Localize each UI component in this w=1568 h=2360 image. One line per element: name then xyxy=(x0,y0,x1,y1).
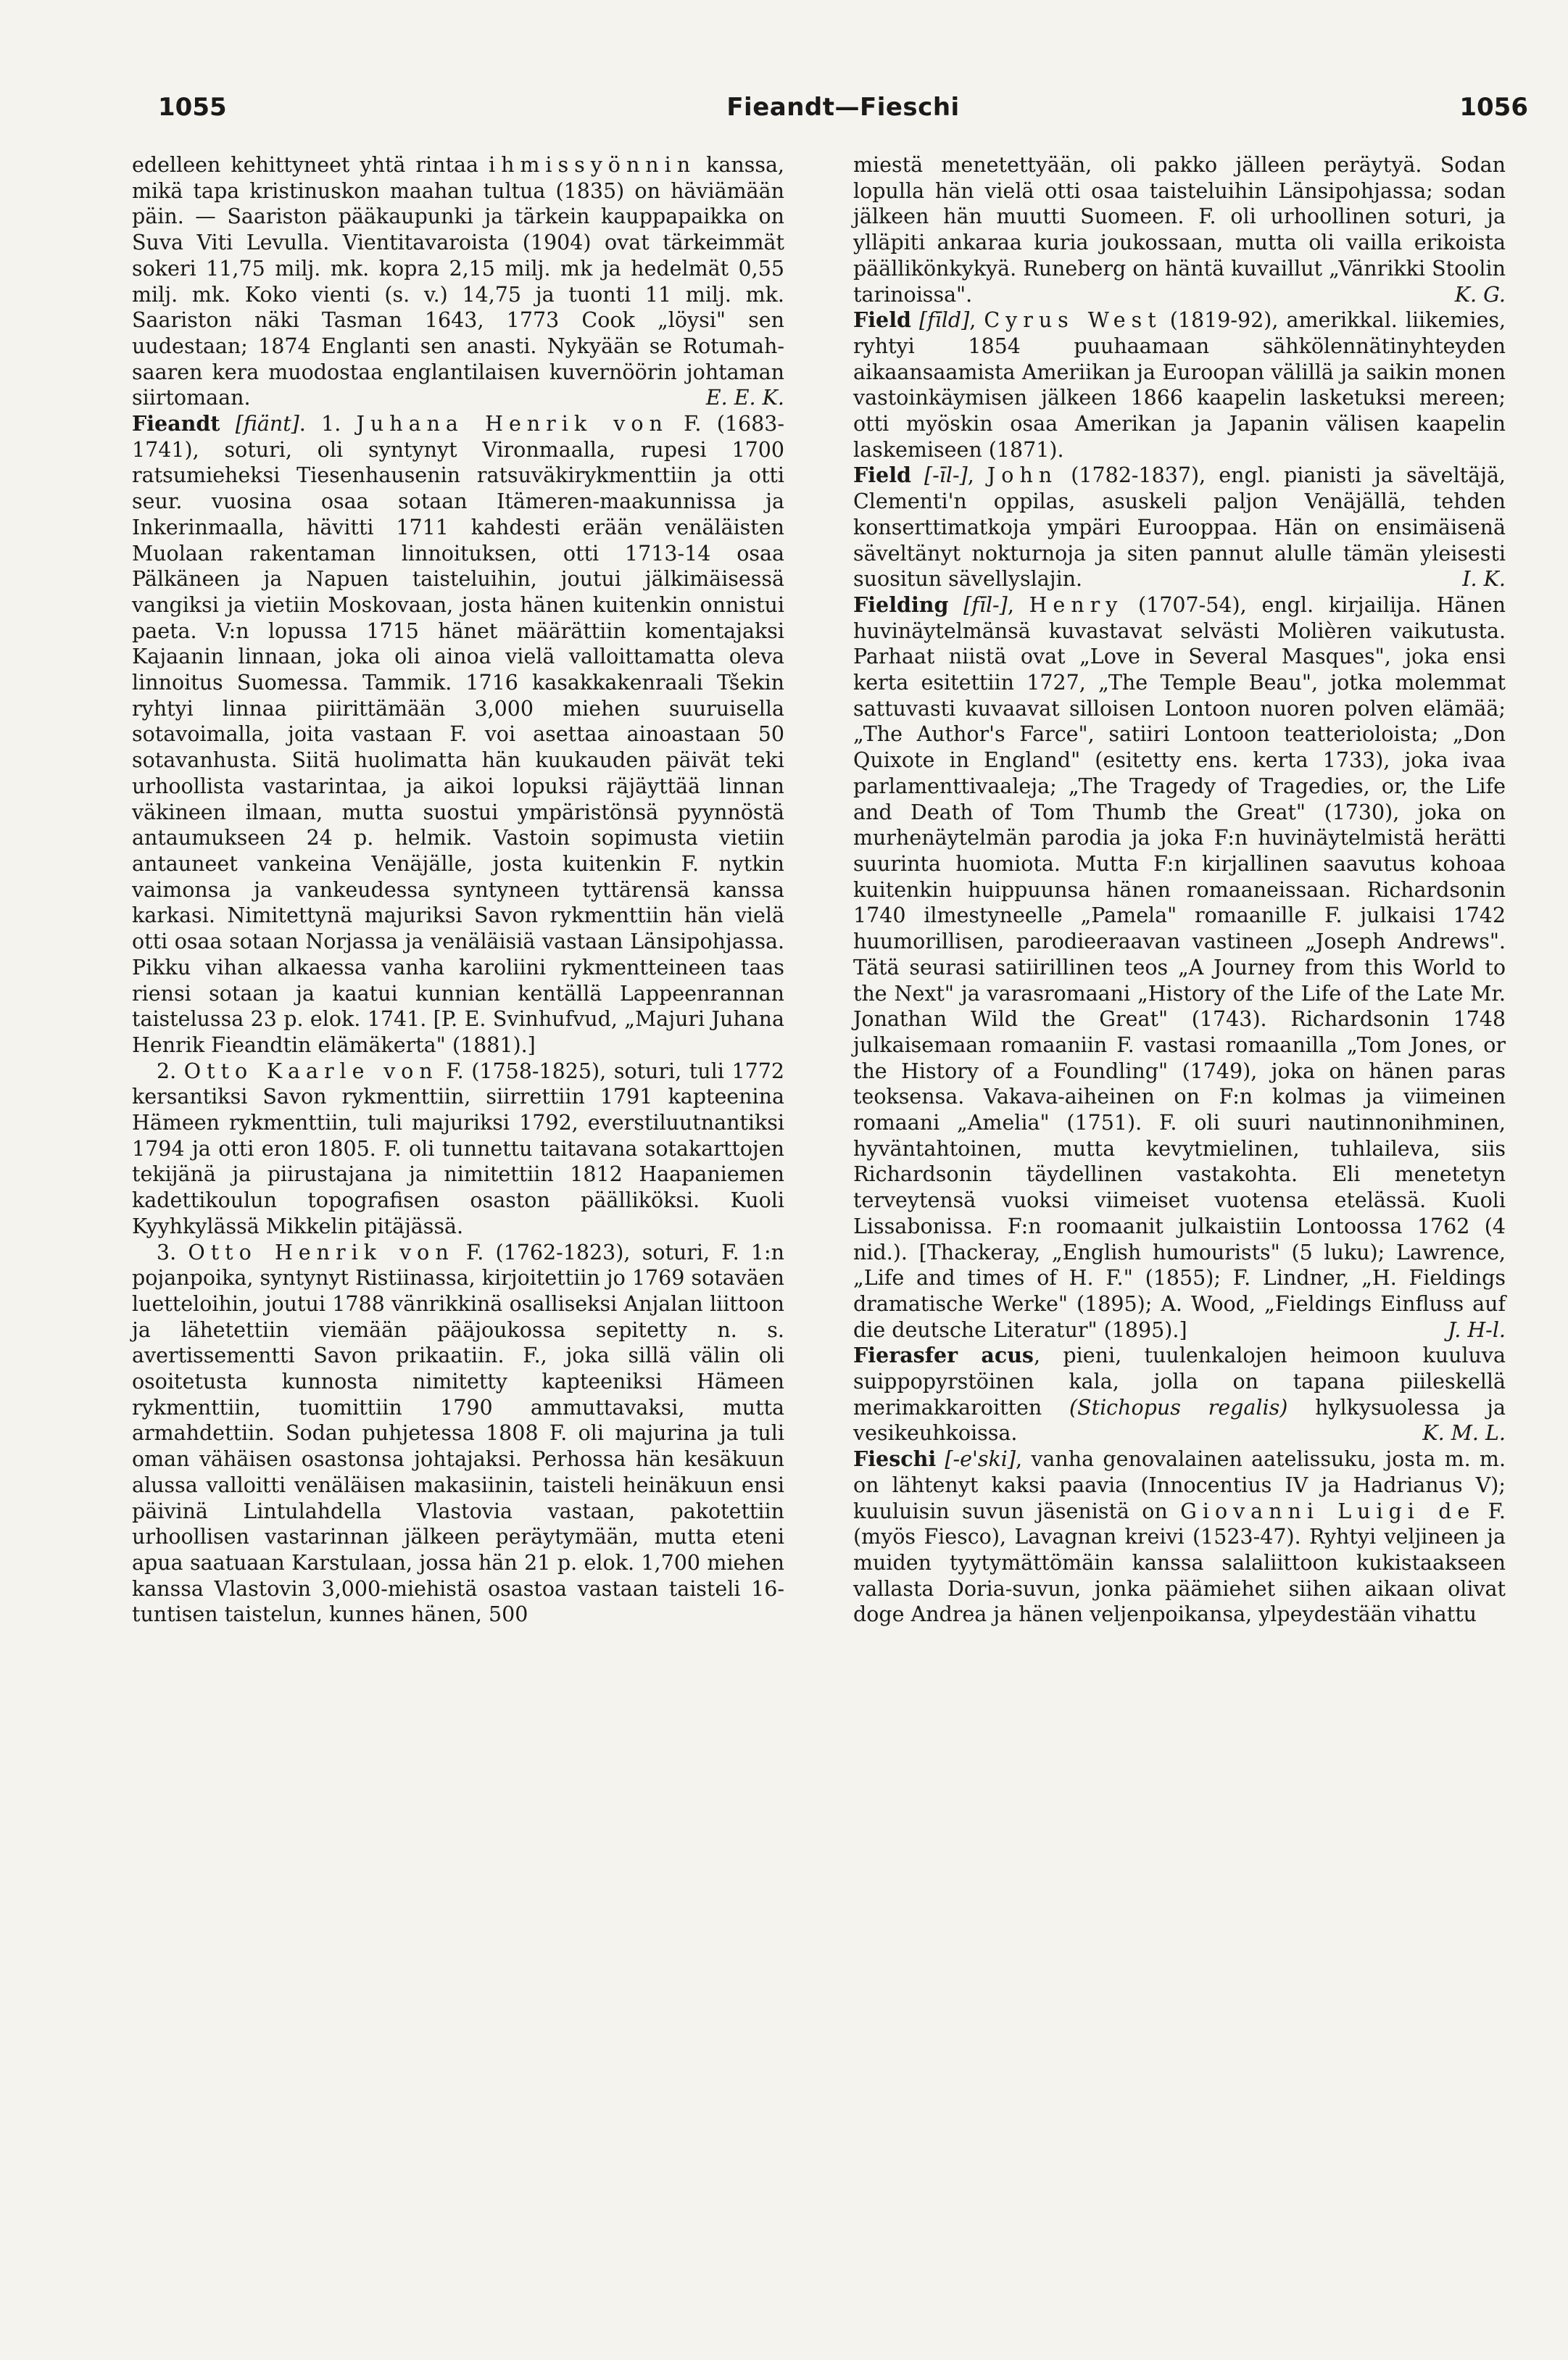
right-column xyxy=(853,152,1506,1628)
spaced-name: Cyrus West xyxy=(984,308,1162,333)
entry-field-john xyxy=(853,463,1506,592)
entry-fieschi xyxy=(853,1446,1506,1628)
author-signature: J. H-l. xyxy=(1448,1317,1506,1342)
headword: Fierasfer acus xyxy=(853,1343,1034,1368)
headword: Fielding xyxy=(853,592,949,617)
left-column xyxy=(132,152,784,1628)
left-page-number: 1055 xyxy=(158,93,227,122)
pronunciation: (Stichopus regalis) xyxy=(1069,1395,1288,1420)
entry-fieandt-otto-kaarle xyxy=(132,1059,784,1240)
body-text xyxy=(948,593,963,617)
body-text: 3. xyxy=(157,1240,188,1264)
pronunciation: [-e'ski] xyxy=(945,1447,1016,1472)
pronunciation: [fīld] xyxy=(919,308,970,333)
headword: Field xyxy=(853,463,911,488)
entry-fieandt xyxy=(132,411,784,1059)
spaced-name: Giovanni Luigi de xyxy=(1180,1499,1476,1523)
body-text: kanssa, mikä tapa kristinuskon maahan tultua (1835) on häviämään päin. — Saariston pääkaupunki ja tärkein kauppapaikka on Suva Viti Levulla. Vientitavaroista (1904) ovat tärkeimmät sokeri 11,75 milj. mk. kopra 2,15 milj. mk ja hedelmät 0,55 milj. mk. Koko vienti (s. v.) 14,75 ja tuonti 11 milj. mk. Saariston näki Tasman 1643, 1773 Cook „löysi" sen uudestaan; 1874 Englanti sen anasti. Nykyään se Rotumah-saaren kera muodostaa englantilaisen kuvernöörin johtaman siirtomaan. xyxy=(132,153,784,410)
body-text: edelleen kehittyneet yhtä rintaa xyxy=(132,153,489,177)
body-text: 2. xyxy=(157,1059,184,1083)
pronunciation: [fīl-] xyxy=(963,592,1008,617)
spaced-name: John xyxy=(987,463,1058,488)
spaced-name: Henry xyxy=(1029,592,1124,617)
body-text: , vanha genovalainen aatelissuku, josta m. m. on lähtenyt kaksi paavia (Innocentius IV ja Hadrianus V); kuuluisin suvun jäsenistä on xyxy=(853,1447,1506,1523)
headword: Fieschi xyxy=(853,1446,937,1472)
spaced-name: Otto Henrik von xyxy=(188,1240,455,1264)
body-text: miestä menetettyään, oli pakko jälleen peräytyä. Sodan lopulla hän vielä otti osaa taisteluihin Länsipohjassa; sodan jälkeen hän muutti Suomeen. F. oli urhoollinen soturi, ja ylläpiti ankaraa kuria joukossaan, mutta oli vailla erikoista päällikönkykyä. Runeberg on häntä kuvaillut „Vänrikki Stoolin tarinoissa". xyxy=(853,153,1506,307)
entry-field-cyrus xyxy=(853,307,1506,463)
body-text: . 1. xyxy=(299,412,357,436)
entry-fieandt-otto-henrik-continued xyxy=(853,152,1506,307)
body-text: hylkysuolessa ja vesikeuhkoissa. xyxy=(853,1395,1506,1446)
entry-fiji-continued xyxy=(132,152,784,411)
pronunciation: [-īl-] xyxy=(924,463,968,488)
spaced-name: Otto Kaarle von xyxy=(183,1059,439,1083)
body-text xyxy=(936,1447,945,1471)
body-text xyxy=(220,412,235,436)
pronunciation: [fiänt] xyxy=(235,412,299,436)
body-text: , pieni, tuulenkalojen heimoon kuuluva suippopyrstöinen kala, jolla on tapana piileskellä merimakkaroitten xyxy=(853,1343,1506,1420)
body-text: , xyxy=(969,308,984,333)
body-text xyxy=(911,308,919,332)
entry-fierasfer-acus xyxy=(853,1343,1506,1446)
header-title: Fieandt—Fieschi xyxy=(726,93,960,122)
body-text: F. (1683-1741), soturi, oli syntynyt Vironmaalla, rupesi 1700 ratsumieheksi Tiesenhausenin ratsuväkirykmenttiin ja otti seur. vuosina osaa sotaan Itämeren-maakunnissa ja Inkerinmaalla, hävitti 1711 kahdesti erään venäläisten Muolaan rakentaman linnoituksen, otti 1713-14 osaa Pälkäneen ja Napuen taisteluihin, joutui jälkimäisessä vangiksi ja vietiin Moskovaan, josta hänen kuitenkin onnistui paeta. V:n lopussa 1715 hänet määrättiin komentajaksi Kajaanin linnaan, joka oli ainoa vielä valloittamatta oleva linnoitus Suomessa. Tammik. 1716 kasakkakenraali Tšekin ryhtyi linnaa piirittämään 3,000 miehen suuruisella sotavoimalla, joita vastaan F. voi asettaa ainoastaan 50 sotavanhusta. Siitä huolimatta hän kuukauden päivät teki urhoollista vastarintaa, ja aikoi lopuksi räjäyttää linnan väkineen ilmaan, mutta suostui ympäristönsä pyynnöstä antaumukseen 24 p. helmik. Vastoin sopimusta vietiin antauneet vankeina Venäjälle, josta kuitenkin F. nytkin vaimonsa ja vankeudessa syntyneen tyttärensä kanssa karkasi. Nimitettynä majuriksi Savon rykmenttiin hän vielä otti osaa sotaan Norjassa ja venäläisiä vastaan Länsipohjassa. Pikku vihan alkaessa vanha karoliini rykmentteineen taas riensi sotaan ja kaatui kunnian kentällä Lappeenrannan taistelussa 23 p. elok. 1741. [P. E. Svinhufvud, „Majuri Juhana Henrik Fieandtin elämäkerta" (1881).] xyxy=(132,412,785,1057)
author-signature: E. E. K. xyxy=(705,386,784,410)
body-text: F. (1762-1823), soturi, F. 1:n pojanpoika, syntynyt Ristiinassa, kirjoitettiin jo 1769 sotaväen luetteloihin, joutui 1788 vänrikkinä osalliseksi Anjalan liittoon ja lähetettiin viemään pääjoukossa sepitetty n. s. avertissementti Savon prikaatiin. F., joka sillä välin oli osoitetusta kunnosta nimitetty kapteeniksi Hämeen rykmenttiin, tuomittiin 1790 ammuttavaksi, mutta armahdettiin. Sodan puhjetessa 1808 F. oli majurina ja tuli oman vähäisen osastonsa johtajaksi. Perhossa hän kesäkuun alussa valloitti venäläisen makasiinin, taisteli heinäkuun ensi päivinä Lintulahdella Vlastovia vastaan, pakotettiin urhoollisen vastarinnan jälkeen peräytymään, mutta eteni apua saatuaan Karstulaan, jossa hän 21 p. elok. 1,700 miehen kanssa Vlastovin 3,000-miehistä osastoa vastaan taisteli 16-tuntisen taistelun, kunnes hänen, 500 xyxy=(132,1240,784,1627)
body-text: F. (myös Fiesco), Lavagnan kreivi (1523-47). Ryhtyi veljineen ja muiden tyytymättömäin kanssa salaliittoon kukistaakseen vallasta Doria-suvun, jonka päämiehet siihen aikaan olivat doge Andrea ja hänen veljenpoikansa, ylpeydestään vihattu xyxy=(853,1499,1506,1627)
body-text: , xyxy=(967,463,987,488)
headword: Fieandt xyxy=(132,411,220,436)
running-header xyxy=(158,86,1528,129)
headword: Field xyxy=(853,307,911,333)
author-signature: I. K. xyxy=(1462,567,1506,592)
author-signature: K. M. L. xyxy=(1422,1421,1506,1446)
author-signature: K. G. xyxy=(1454,282,1506,307)
body-text: (1707-54), engl. kirjailija. Hänen huvinäytelmänsä kuvastavat selvästi Molièren vaikutusta. Parhaat niistä ovat „Love in Several Masques", joka ensi kerta esitettiin 1727, „The Temple Beau", jotka molemmat sattuvasti kuvaavat silloisen Lontoon nuoren polven elämää; „The Author's Farce", satiiri Lontoon teatterioloista; „Don Quixote in England" (esitetty ens. kerta 1733), joka ivaa parlamenttivaaleja; „The Tragedy of Tragedies, or, the Life and Death of Tom Thumb the Great" (1730), joka on murhenäytelmän parodia ja joka F:n huvinäytelmistä herätti suurinta huomiota. Mutta F:n kirjallinen saavutus kohoaa kuitenkin huippuunsa hänen romaaneissaan. Richardsonin 1740 ilmestyneelle „Pamela" romaanille F. julkaisi 1742 huumorillisen, parodieeraavan vastineen „Joseph Andrews". Tätä seurasi satiirillinen teos „A Journey from this World to the Next" ja varasromaani „History of the Life of the Late Mr. Jonathan Wild the Great" (1743). Richardsonin 1748 julkaisemaan romaaniin F. vastasi romaanilla „Tom Jones, or the History of a Foundling" (1749), joka on hänen paras teoksensa. Vakava-aiheinen on F:n kolmas ja viimeinen romaani „Amelia" (1751). F. oli suuri nautinnonihminen, hyväntahtoinen, mutta kevytmielinen, tuhlaileva, siis Richardsonin täydellinen vastakohta. Eli menetetyn terveytensä vuoksi viimeiset vuotensa etelässä. Kuoli Lissabonissa. F:n roomaanit julkaistiin Lontoossa 1762 (4 nid.). [Thackeray, „English humourists" (5 luku); Lawrence, „Life and times of H. F." (1855); F. Lindner, „H. Fieldings dramatische Werke" (1895); A. Wood, „Fieldings Einfluss auf die deutsche Literatur" (1895).] xyxy=(853,592,1506,1342)
entry-fieandt-otto-henrik xyxy=(132,1240,784,1628)
spaced-name: Juhana Henrik von xyxy=(356,412,668,436)
body-text: F. (1758-1825), soturi, tuli 1772 kersantiksi Savon rykmenttiin, siirrettiin 1791 kapteenina Hämeen rykmenttiin, tuli majuriksi 1792, everstiluutnantiksi 1794 ja otti eron 1805. F. oli tunnettu taitavana sotakarttojen tekijänä ja piirustajana ja nimitettiin 1812 Haapaniemen kadettikoulun topografisen osaston päälliköksi. Kuoli Kyyhkylässä Mikkelin pitäjässä. xyxy=(132,1059,784,1238)
right-page-number: 1056 xyxy=(1459,93,1528,122)
body-text: (1782-1837), engl. pianisti ja säveltäjä, Clementi'n oppilas, asuskeli paljon Venäjällä, tehden konserttimatkoja ympäri Eurooppaa. Hän on ensimäisenä säveltänyt nokturnoja ja siten pannut alulle tämän yleisesti suositun sävellyslajin. xyxy=(853,463,1506,592)
body-text xyxy=(911,463,924,487)
body-text: (1819-92), amerikkal. liikemies, ryhtyi 1854 puuhaamaan sähkölennätinyhteyden aikaansaamista Ameriikan ja Euroopan välillä ja saikin monen vastoinkäymisen jälkeen 1866 kaapelin lasketuksi mereen; otti myöskin osaa Amerikan ja Japanin välisen kaapelin laskemiseen (1871). xyxy=(853,308,1506,462)
entry-fielding xyxy=(853,592,1506,1343)
body-text: , xyxy=(1007,592,1029,617)
spaced-name: ihmissyönnin xyxy=(488,153,697,177)
